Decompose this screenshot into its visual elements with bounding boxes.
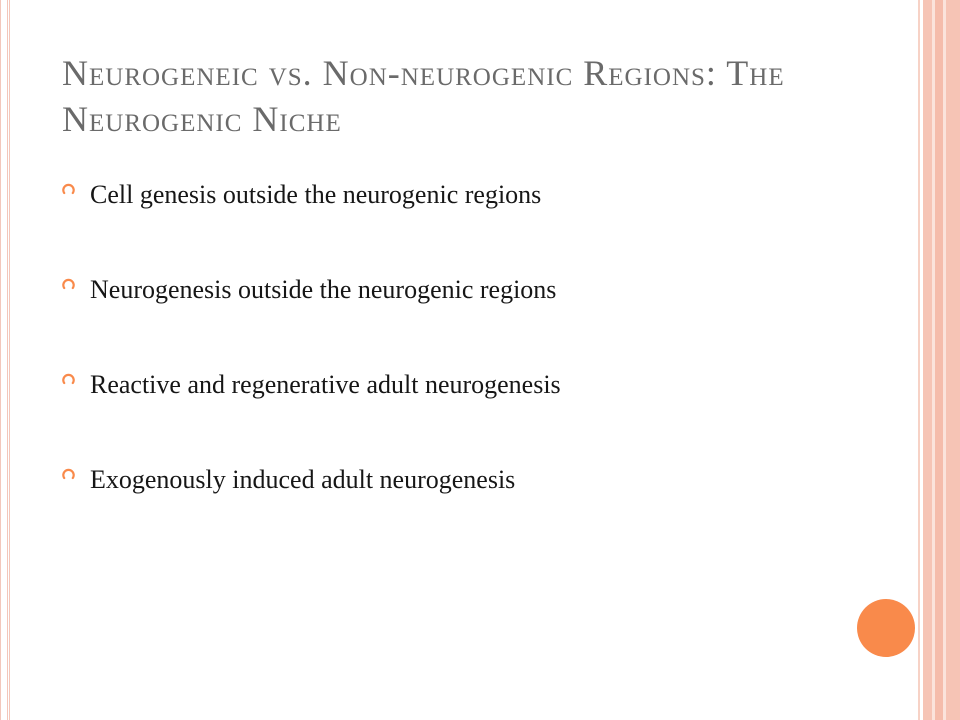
- bullet-item: [62, 455, 561, 550]
- bullet-text: Cell genesis outside the neurogenic regions: [90, 180, 542, 209]
- left-frame-inner-line: [7, 0, 8, 720]
- bullet-text: Exogenously induced adult neurogenesis: [90, 465, 516, 494]
- bullet-list: [62, 170, 561, 550]
- bullet-item: [62, 265, 561, 360]
- bullet-text: Neurogenesis outside the neurogenic regions: [90, 275, 557, 304]
- right-decorative-stripe: [923, 0, 932, 720]
- bullet-item: [62, 360, 561, 455]
- slide-title: Neurogeneic vs. Non-neurogenic Regions: The Neurogenic Niche: [62, 53, 785, 139]
- accent-circle-icon: [857, 599, 915, 657]
- bullet-text: Reactive and regenerative adult neurogenesis: [90, 370, 561, 399]
- bullet-arc-icon: [62, 182, 75, 195]
- bullet-arc-icon: [62, 467, 75, 480]
- bullet-arc-icon: [62, 277, 75, 290]
- right-decorative-stripe: [946, 0, 960, 720]
- right-decorative-stripe: [935, 0, 943, 720]
- left-frame-border: [0, 0, 10, 720]
- right-decorative-stripe: [918, 0, 920, 720]
- bullet-item: [62, 170, 561, 265]
- bullet-arc-icon: [62, 372, 75, 385]
